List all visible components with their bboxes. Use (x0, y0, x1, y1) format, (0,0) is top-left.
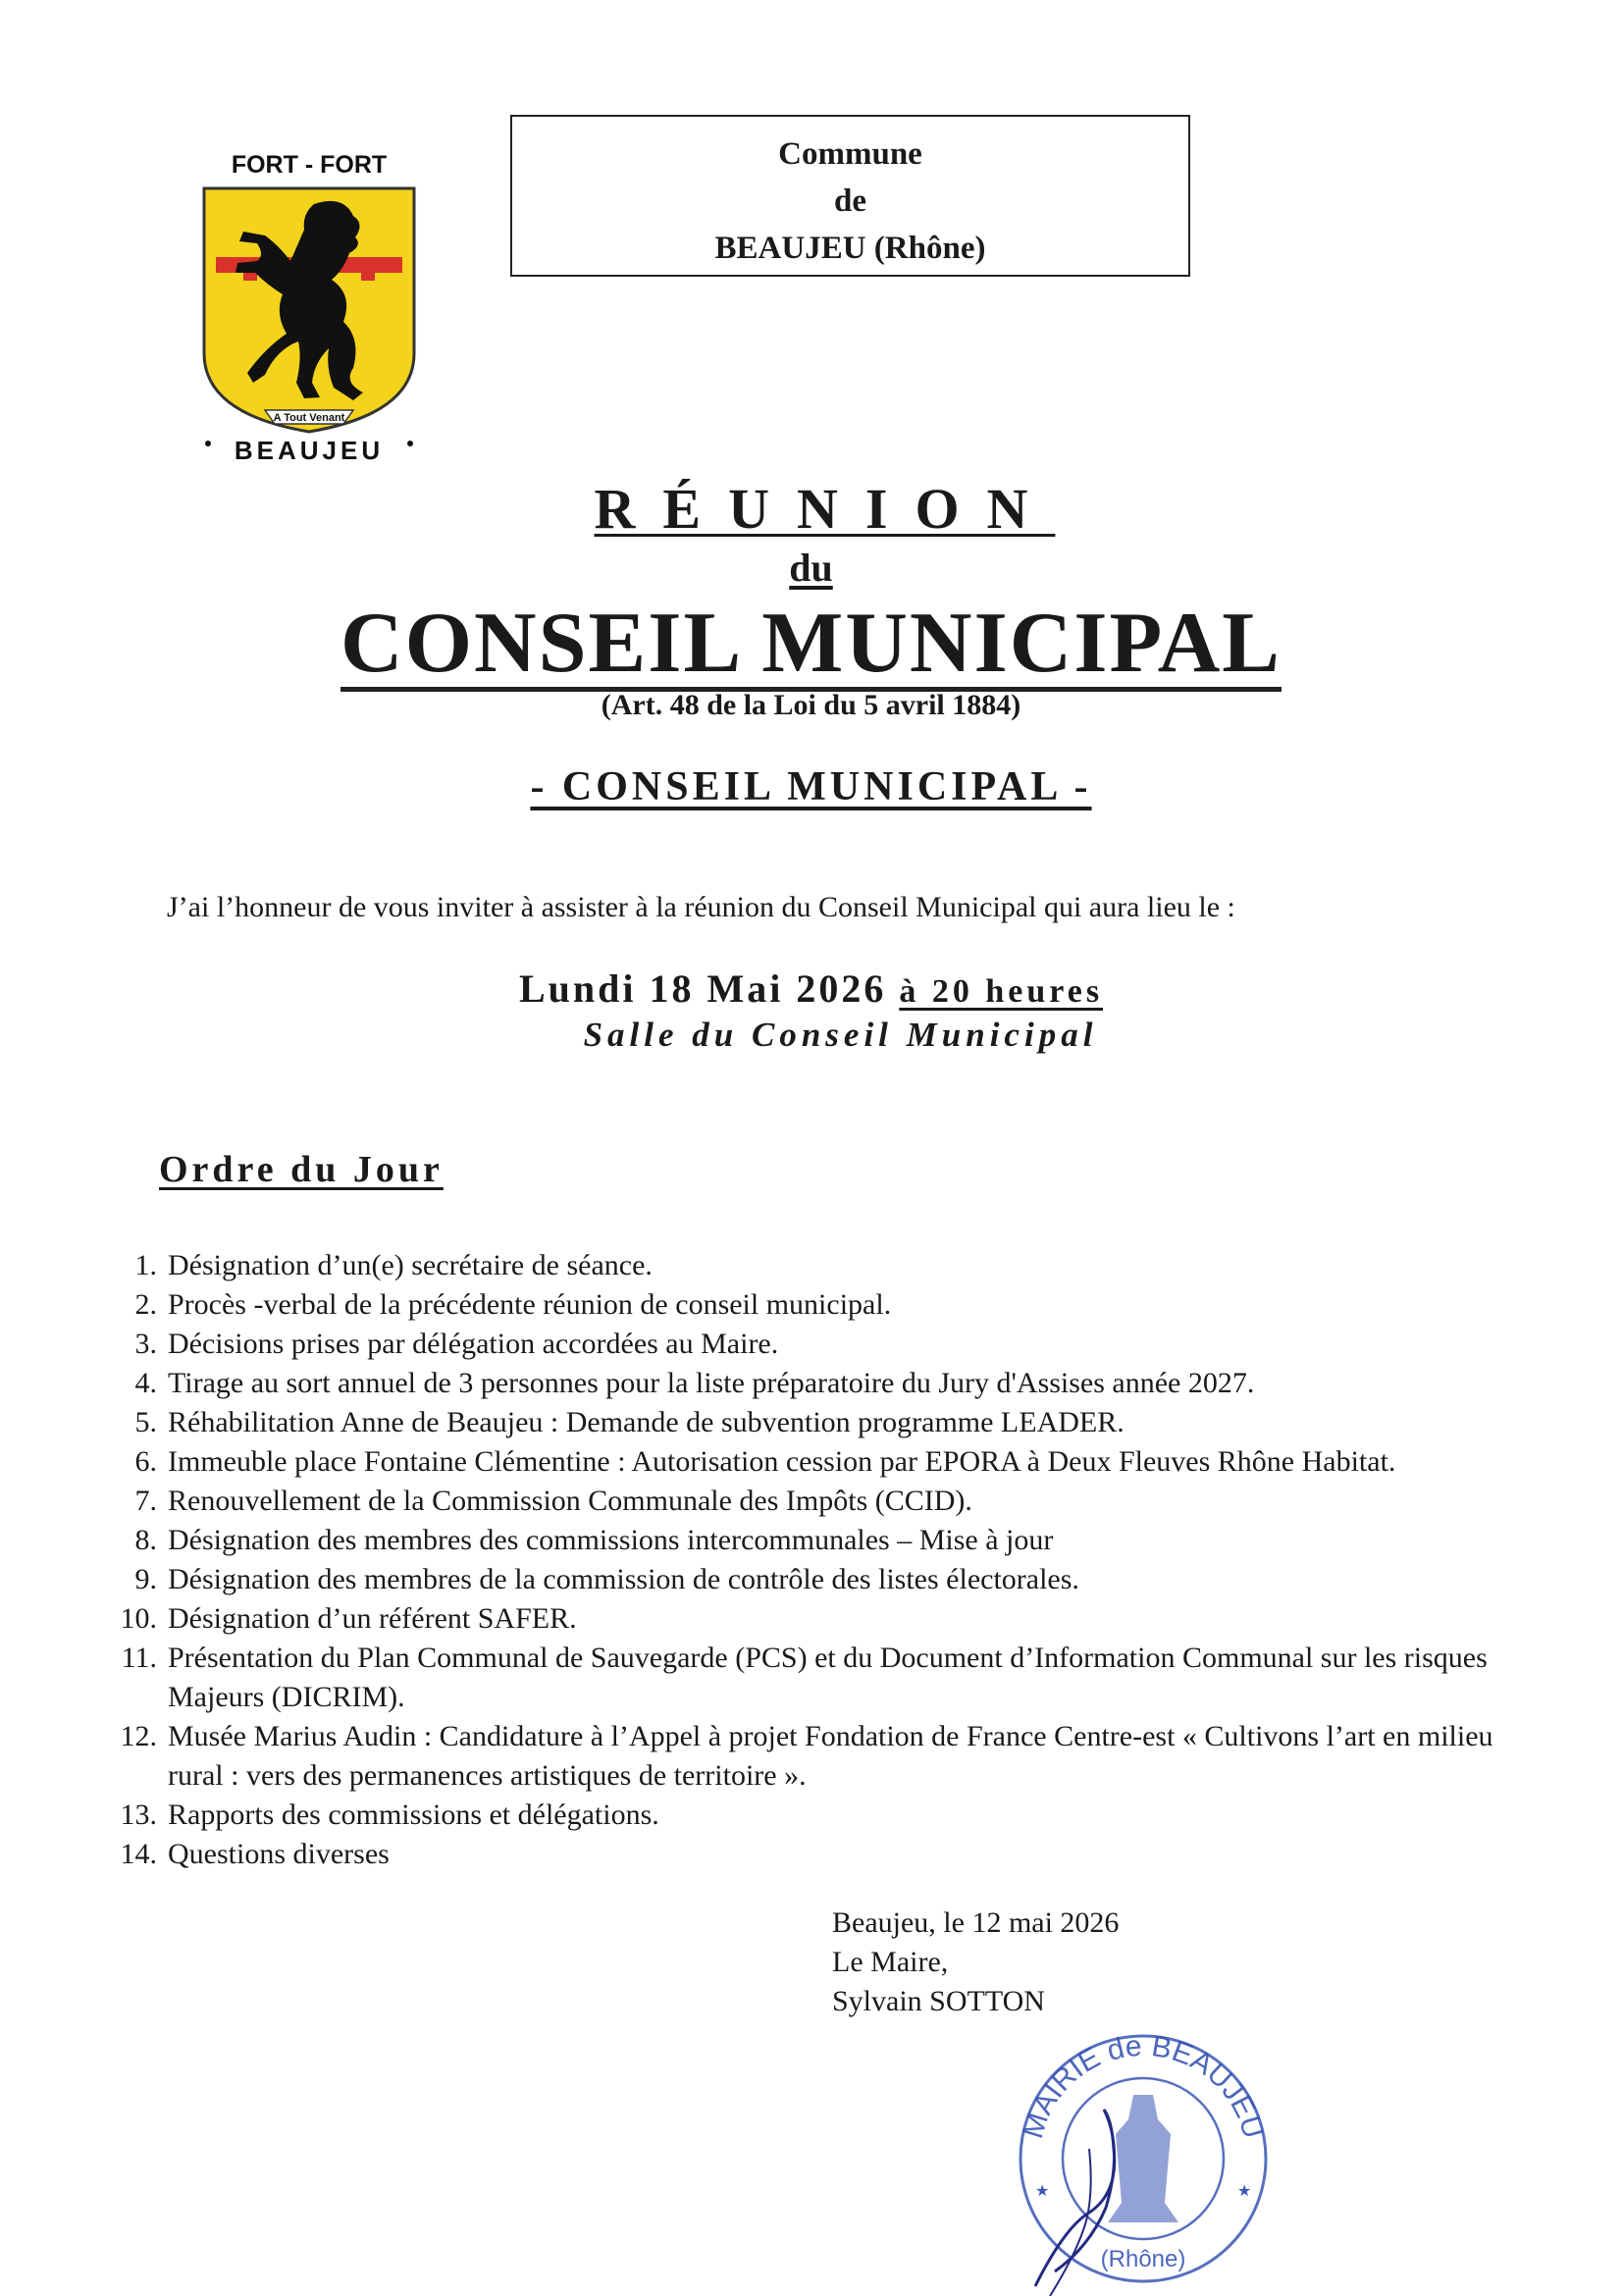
agenda-item-text: Rapports des commissions et délégations. (168, 1799, 659, 1831)
meeting-time: à 20 heures (899, 973, 1104, 1010)
mairie-stamp (996, 2002, 1290, 2296)
agenda-item-text: Tirage au sort annuel de 3 personnes pour la liste préparatoire du Jury d'Assises année 2027. (168, 1367, 1255, 1399)
agenda-item-number: 7. (134, 1485, 157, 1517)
meeting-date: Lundi 18 Mai 2026 (518, 966, 887, 1011)
svg-text:★: ★ (1035, 2183, 1050, 2200)
agenda-item-number: 12. (120, 1720, 157, 1752)
agenda-item (108, 1717, 1550, 1796)
page-title-text: CONSEIL MUNICIPAL (340, 596, 1282, 691)
agenda-item-number: 4. (134, 1367, 157, 1399)
agenda-item-text: Renouvellement de la Commission Communale des Impôts (CCID). (168, 1485, 972, 1517)
commune-line-1: Commune (778, 136, 922, 172)
agenda-item (108, 1246, 1550, 1285)
agenda-item-number: 3. (134, 1328, 157, 1360)
commune-header-box (510, 115, 1190, 277)
coat-motto-top: FORT - FORT (231, 151, 388, 179)
coat-town-name: BEAUJEU (234, 436, 385, 465)
agenda-item-text: Réhabilitation Anne de Beaujeu : Demande de subvention programme LEADER. (168, 1406, 1125, 1438)
law-reference: (Art. 48 de la Loi du 5 avril 1884) (601, 689, 1021, 721)
coat-of-arms-logo (196, 147, 422, 471)
agenda-item (108, 1364, 1550, 1403)
commune-line-3: BEAUJEU (Rhône) (714, 231, 986, 266)
agenda-item-number: 6. (134, 1445, 157, 1478)
agenda-item-text: Désignation d’un référent SAFER. (168, 1602, 577, 1635)
agenda-item-number: 10. (120, 1602, 157, 1635)
signature-role: Le Maire, (832, 1946, 949, 1978)
agenda-item-number: 11. (121, 1642, 157, 1674)
agenda-item-text: Décisions prises par délégation accordées au Maire. (168, 1328, 779, 1360)
title-reunion-text: RÉUNION (594, 477, 1056, 541)
title-reunion (0, 476, 1622, 542)
svg-text:★: ★ (1237, 2183, 1252, 2200)
stamp-bottom-text: (Rhône) (1100, 2246, 1186, 2272)
agenda-item-number: 14. (120, 1838, 157, 1870)
agenda-item (108, 1599, 1550, 1639)
title-du-text: du (789, 546, 833, 590)
agenda-heading: Ordre du Jour (159, 1149, 444, 1190)
coat-motto-ribbon: A Tout Venant (273, 412, 345, 424)
page-title (0, 594, 1622, 693)
agenda-item-text: Musée Marius Audin : Candidature à l’Appel à projet Fondation de France Centre-est « Cultivons l’art en milieu rural : vers des permanences artistiques de territoire ». (168, 1720, 1493, 1792)
agenda-item-text: Questions diverses (168, 1838, 390, 1870)
agenda-item (108, 1521, 1550, 1560)
agenda-item (108, 1482, 1550, 1521)
commune-line-2: de (834, 183, 866, 219)
title-du (0, 545, 1622, 591)
agenda-item-number: 8. (134, 1524, 157, 1556)
agenda-item-number: 2. (134, 1288, 157, 1321)
stamp-text: MAIRIE de BEAUJEU (1017, 2029, 1270, 2143)
agenda-item-text: Procès -verbal de la précédente réunion de conseil municipal. (168, 1288, 892, 1321)
agenda-list (108, 1246, 1550, 1874)
agenda-item-number: 9. (134, 1563, 157, 1595)
meeting-date-line (0, 965, 1622, 1012)
subtitle (0, 763, 1622, 810)
agenda-item-number: 1. (134, 1249, 157, 1281)
agenda-item-number: 13. (120, 1799, 157, 1831)
subtitle-text: - CONSEIL MUNICIPAL - (530, 764, 1092, 809)
signature-place-date: Beaujeu, le 12 mai 2026 (832, 1906, 1120, 1939)
agenda-item (108, 1639, 1550, 1717)
agenda-item (108, 1403, 1550, 1442)
agenda-item-text: Présentation du Plan Communal de Sauvegarde (PCS) et du Document d’Information Communal sur les risques Majeurs (DICRIM). (168, 1642, 1488, 1713)
agenda-item-number: 5. (134, 1406, 157, 1438)
signature-name: Sylvain SOTTON (832, 1985, 1045, 2017)
agenda-item-text: Désignation d’un(e) secrétaire de séance. (168, 1249, 653, 1281)
invitation-intro: J’ai l’honneur de vous inviter à assister à la réunion du Conseil Municipal qui aura lieu le : (167, 891, 1235, 923)
agenda-item (108, 1442, 1550, 1482)
agenda-item (108, 1560, 1550, 1599)
agenda-item-text: Désignation des membres de la commission de contrôle des listes électorales. (168, 1563, 1079, 1595)
meeting-place: Salle du Conseil Municipal (583, 1016, 1098, 1054)
agenda-item-text: Immeuble place Fontaine Clémentine : Autorisation cession par EPORA à Deux Fleuves Rhône Habitat. (168, 1445, 1396, 1478)
statue-icon (1108, 2095, 1178, 2222)
agenda-item-text: Désignation des membres des commissions intercommunales – Mise à jour (168, 1524, 1054, 1556)
agenda-item (108, 1796, 1550, 1835)
agenda-item (108, 1325, 1550, 1364)
agenda-item (108, 1835, 1550, 1874)
agenda-item (108, 1285, 1550, 1325)
